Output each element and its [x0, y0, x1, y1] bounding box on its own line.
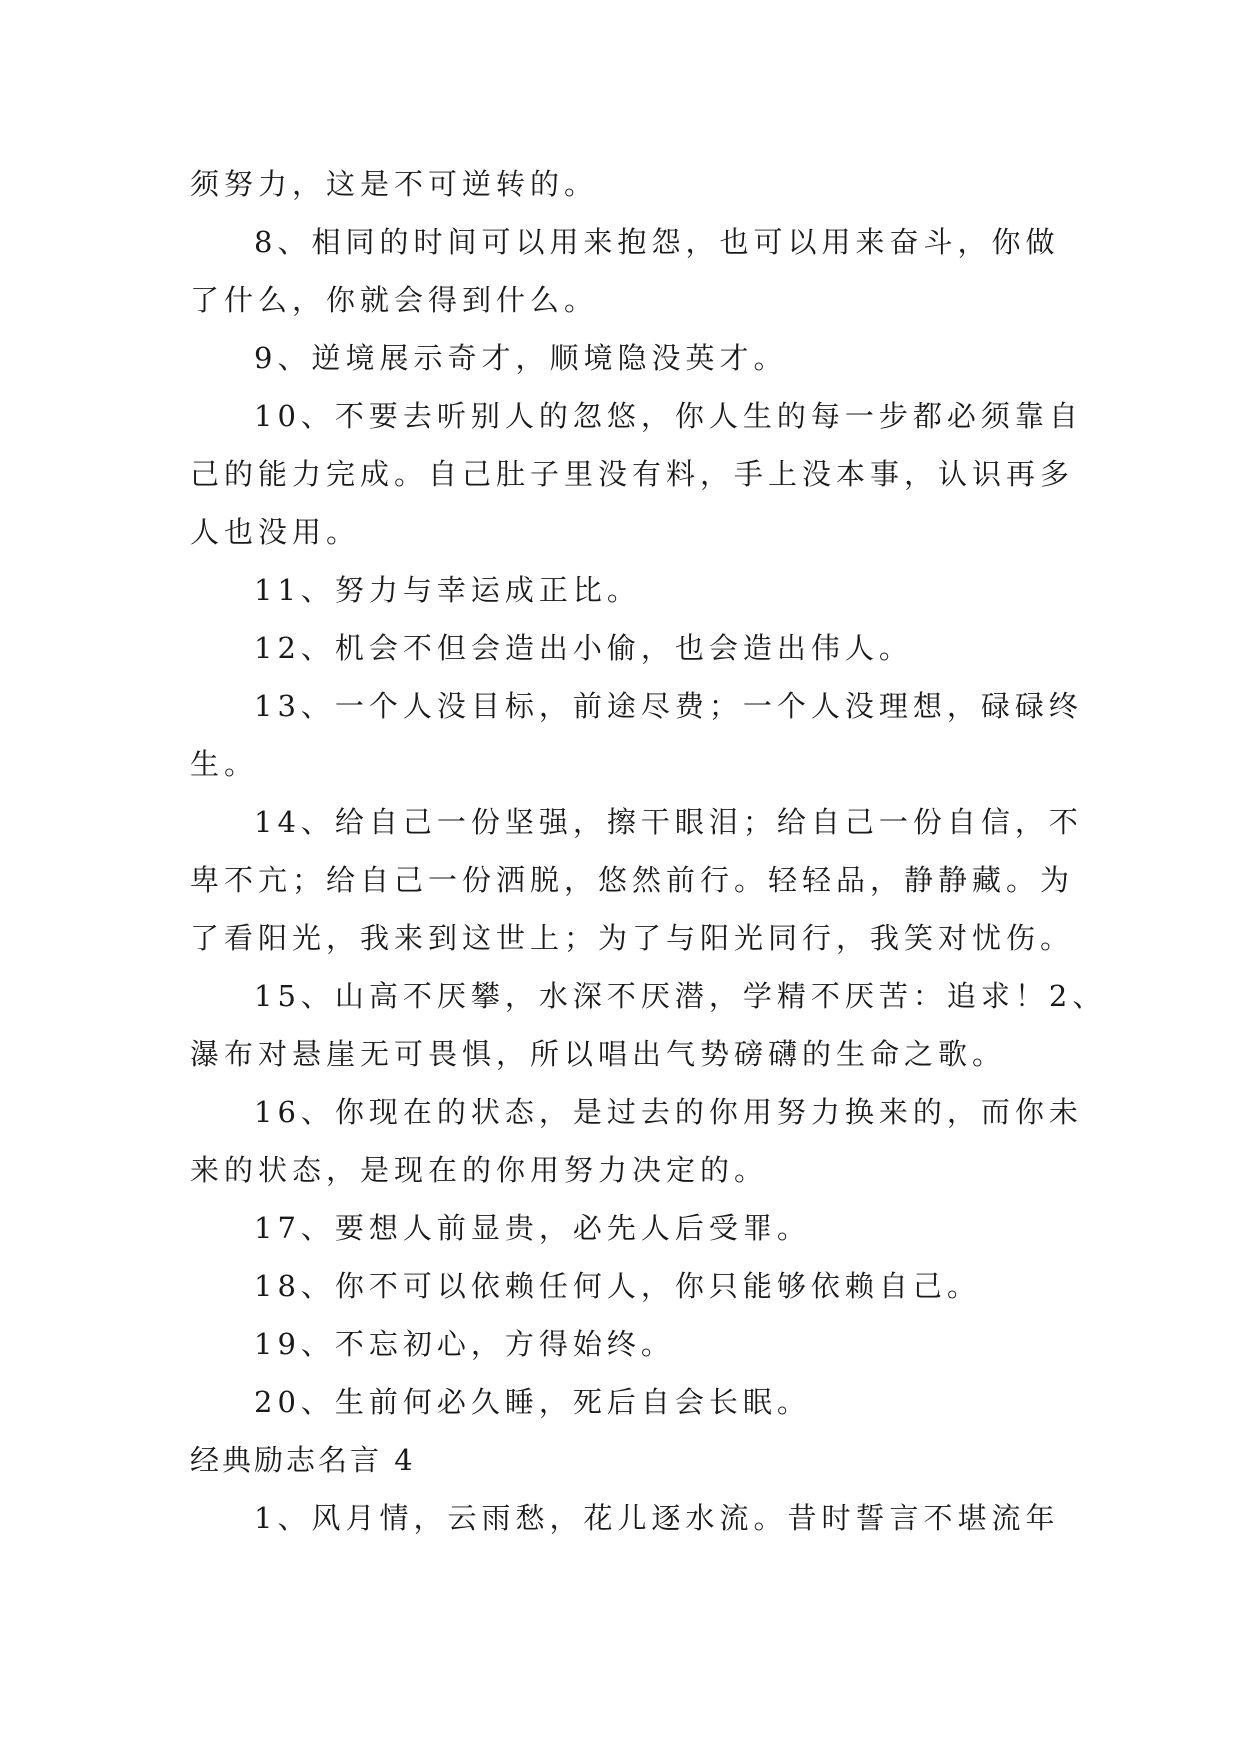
quote-paragraph: [190, 1373, 1065, 1431]
text-line: 14、给自己一份坚强，擦干眼泪；给自己一份自信，不: [254, 805, 1083, 839]
text-line: 9、逆境展示奇才，顺境隐没英才。: [254, 341, 788, 375]
quote-list: [190, 155, 1107, 1431]
quote-paragraph: [190, 1489, 1065, 1547]
text-line: 10、不要去听别人的忽悠，你人生的每一步都必须靠自: [254, 399, 1083, 433]
text-line: 16、你现在的状态，是过去的你用努力换来的，而你未: [254, 1095, 1083, 1129]
text-line: 卑不亢；给自己一份洒脱，悠然前行。轻轻品，静静藏。为: [190, 863, 1075, 897]
quote-paragraph: [190, 213, 1065, 329]
text-line: 人也没用。: [190, 515, 361, 549]
text-line: 17、要想人前显贵，必先人后受罪。: [254, 1211, 811, 1245]
text-line: 12、机会不但会造出小偷，也会造出伟人。: [254, 631, 913, 665]
quote-paragraph: [190, 561, 1065, 619]
text-line: 18、你不可以依赖任何人，你只能够依赖自己。: [254, 1269, 981, 1303]
text-line: 须努力，这是不可逆转的。: [190, 167, 599, 201]
text-line: 生。: [190, 747, 259, 781]
text-line: 瀑布对悬崖无可畏惧，所以唱出气势磅礴的生命之歌。: [190, 1037, 1007, 1071]
text-line: 13、一个人没目标，前途尽费；一个人没理想，碌碌终: [254, 689, 1083, 723]
text-line: 了看阳光，我来到这世上；为了与阳光同行，我笑对忧伤。: [190, 921, 1075, 955]
text-line: 19、不忘初心，方得始终。: [254, 1327, 675, 1361]
document-page: [190, 155, 1107, 1547]
quote-paragraph: [190, 329, 1065, 387]
section-heading: 经典励志名言 4: [190, 1443, 416, 1477]
quote-paragraph: [190, 677, 1083, 793]
text-line: 了什么，你就会得到什么。: [190, 283, 599, 317]
quote-paragraph: [190, 1257, 1065, 1315]
quote-list-section-4: [190, 1489, 1065, 1547]
text-line: 己的能力完成。自己肚子里没有料，手上没本事，认识再多: [190, 457, 1075, 491]
quote-paragraph: [190, 387, 1083, 561]
text-line: 1、风月情，云雨愁，花儿逐水流。昔时誓言不堪流年: [254, 1501, 1060, 1535]
text-line: 8、相同的时间可以用来抱怨，也可以用来奋斗，你做: [254, 225, 1060, 259]
quote-paragraph: [190, 793, 1083, 967]
text-line: 来的状态，是现在的你用努力决定的。: [190, 1153, 769, 1187]
quote-paragraph: [190, 155, 1065, 213]
quote-paragraph: [190, 1083, 1083, 1199]
quote-paragraph: [190, 619, 1065, 677]
quote-paragraph: [190, 1315, 1065, 1373]
text-line: 20、生前何必久睡，死后自会长眠。: [254, 1385, 811, 1419]
text-line: 15、山高不厌攀，水深不厌潜，学精不厌苦：追求！2、: [254, 979, 1107, 1013]
quote-paragraph: [190, 1199, 1065, 1257]
quote-paragraph: [190, 967, 1107, 1083]
text-line: 11、努力与幸运成正比。: [254, 573, 641, 607]
